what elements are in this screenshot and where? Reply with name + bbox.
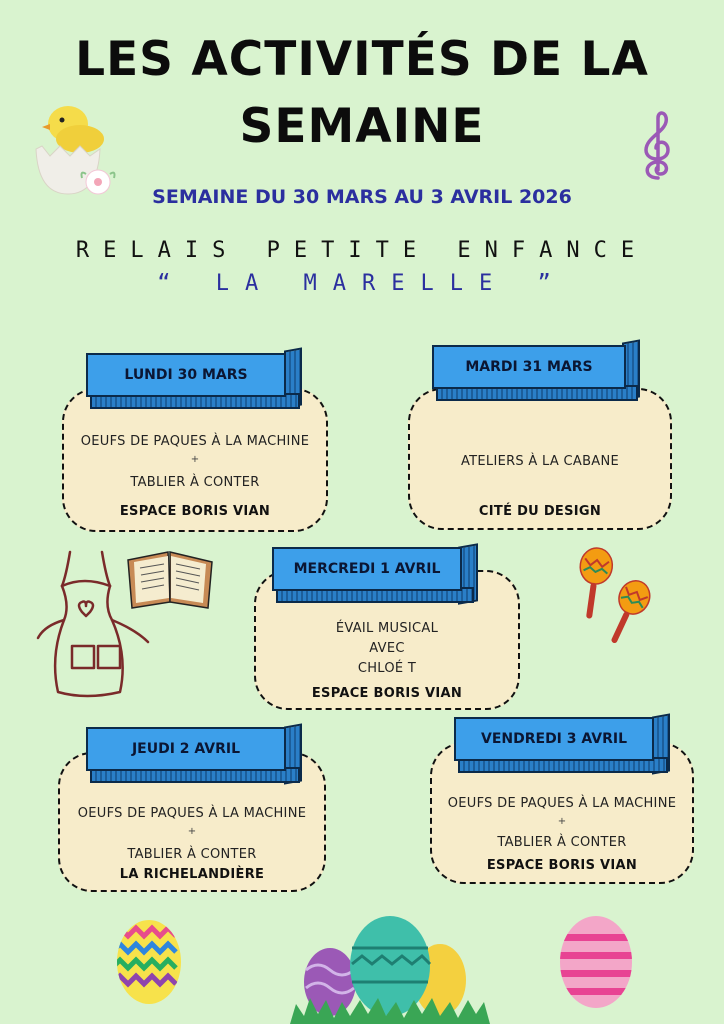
lundi-line2: TABLIER À CONTER xyxy=(130,475,260,490)
jeudi-line2: TABLIER À CONTER xyxy=(127,847,257,862)
mercredi-line3: CHLOÉ T xyxy=(357,661,417,676)
mardi-line1: ATELIERS À LA CABANE xyxy=(460,454,620,469)
vendredi-line1: OEUFS DE PAQUES À LA MACHINE xyxy=(447,796,677,811)
book-icon xyxy=(124,548,216,610)
mardi-place: CITÉ DU DESIGN xyxy=(478,504,602,519)
lundi-plus: + xyxy=(190,454,200,465)
marelle-heading: “ LA MARELLE ” xyxy=(157,271,567,296)
week-subtitle: SEMAINE DU 30 MARS AU 3 AVRIL 2026 xyxy=(152,186,572,208)
mercredi-line2: AVEC xyxy=(369,641,405,656)
jeudi-place: LA RICHELANDIÈRE xyxy=(119,867,265,882)
easter-egg-icon xyxy=(556,908,636,1012)
mercredi-place: ESPACE BORIS VIAN xyxy=(311,686,463,701)
lundi-place: ESPACE BORIS VIAN xyxy=(119,504,271,519)
lundi-card xyxy=(62,388,328,532)
lundi-line1: OEUFS DE PAQUES À LA MACHINE xyxy=(80,434,310,449)
lundi-label: LUNDI 30 MARS xyxy=(86,353,286,397)
maracas-icon xyxy=(574,544,658,650)
page-title-line1: LES ACTIVITÉS DE LA xyxy=(75,32,649,87)
mercredi-label: MERCREDI 1 AVRIL xyxy=(272,547,462,591)
mardi-card xyxy=(408,388,672,530)
music-note-icon xyxy=(634,108,682,184)
vendredi-place: ESPACE BORIS VIAN xyxy=(486,858,638,873)
jeudi-label: JEUDI 2 AVRIL xyxy=(86,727,286,771)
chick-in-egg-icon xyxy=(28,94,128,204)
vendredi-line2: TABLIER À CONTER xyxy=(497,835,627,850)
relais-heading: RELAIS PETITE ENFANCE xyxy=(75,238,649,263)
easter-egg-icon xyxy=(112,912,186,1008)
page-title-line2: SEMAINE xyxy=(239,99,485,154)
jeudi-plus: + xyxy=(187,826,197,837)
vendredi-plus: + xyxy=(557,816,567,827)
easter-egg-icon xyxy=(290,908,490,1024)
vendredi-label: VENDREDI 3 AVRIL xyxy=(454,717,654,761)
mardi-label: MARDI 31 MARS xyxy=(432,345,626,389)
mercredi-line1: ÉVAIL MUSICAL xyxy=(335,621,439,636)
jeudi-line1: OEUFS DE PAQUES À LA MACHINE xyxy=(77,806,307,821)
